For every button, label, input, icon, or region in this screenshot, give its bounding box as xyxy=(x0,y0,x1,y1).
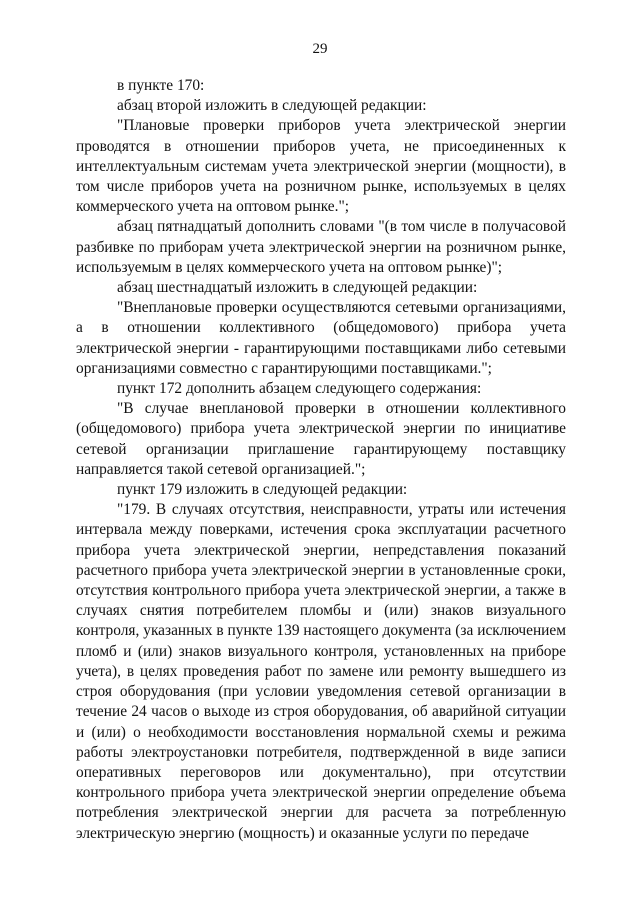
document-body xyxy=(76,76,566,844)
paragraph-quote-unplanned-checks: "Внеплановые проверки осуществляются сетевыми организациями, а в отношении коллективного (общедомового) прибора учета электрической энергии - гарантирующими поставщиками либо сетевыми организациями совместно с гарантирующими поставщиками."; xyxy=(76,299,566,377)
paragraph-intro-170: в пункте 170: xyxy=(117,77,205,94)
paragraph-quote-planned-checks: "Плановые проверки приборов учета электрической энергии проводятся в отношении приборов учета, не присоединенных к интеллектуальным системам учета электрической энергии (мощности), в том числе приборов учета на розничном рынке, используемых в целях коммерческого учета на оптовом рынке."; xyxy=(76,117,566,216)
page-number: 29 xyxy=(312,41,328,57)
paragraph-amend-second: абзац второй изложить в следующей редакции: xyxy=(117,97,427,115)
paragraph-amend-179: пункт 179 изложить в следующей редакции: xyxy=(117,481,408,499)
paragraph-amend-sixteenth: абзац шестнадцатый изложить в следующей редакции: xyxy=(117,279,478,297)
paragraph-quote-172: "В случае внеплановой проверки в отношении коллективного (общедомового) прибора учета электрической энергии по инициативе сетевой организации приглашение гарантирующему поставщику направляется такой сетевой организацией."; xyxy=(76,400,566,478)
paragraph-quote-179: "179. В случаях отсутствия, неисправности, утраты или истечения интервала между поверками, истечения срока эксплуатации расчетного прибора учета электрической энергии, непредставления показаний расчетного прибора учета электрической энергии в установленные сроки, отсутствия контрольного прибора учета электрической энергии, а также в случаях снятия потребителем пломбы и (или) знаков визуального контроля, указанных в пункте 139 настоящего документа (за исключением пломб и (или) знаков визуального контроля, установленных на приборе учета), в целях проведения работ по замене или ремонту вышедшего из строя оборудования (при условии уведомления сетевой организации в течение 24 часов о выходе из строя оборудования, об аварийной ситуации и (или) о необходимости восстановления нормальной схемы и режима работы электроустановки потребителя, подтвержденной в виде записи оперативных переговоров или документально), при отсутствии контрольного прибора учета электрической энергии определение объема потребления электрической энергии для расчета за потребленную электрическую энергию (мощность) и оказанные услуги по передаче xyxy=(76,501,566,842)
paragraph-amend-172: пункт 172 дополнить абзацем следующего содержания: xyxy=(117,380,482,398)
paragraph-amend-fifteenth: абзац пятнадцатый дополнить словами "(в том числе в получасовой разбивке по приборам учета электрической энергии на розничном рынке, используемым в целях коммерческого учета на оптовом рынке)"; xyxy=(76,218,566,276)
